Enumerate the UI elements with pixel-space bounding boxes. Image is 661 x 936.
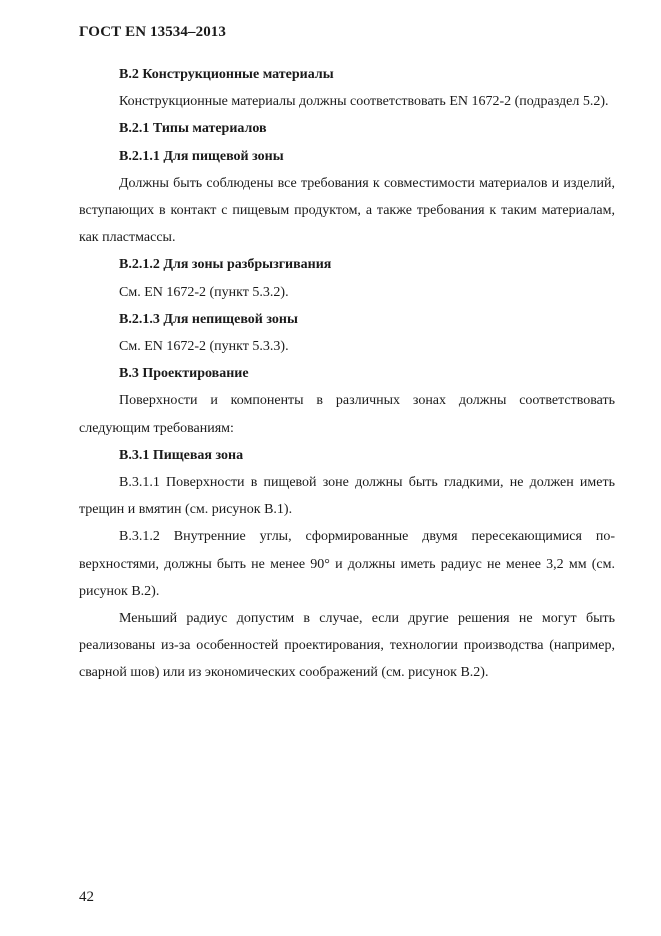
page-number: 42 <box>79 889 94 905</box>
paragraph: См. EN 1672-2 (пункт 5.3.3). <box>119 339 289 355</box>
paragraph: Поверхности и компоненты в различных зонах должны соответствовать следующим требованиям: <box>79 393 615 436</box>
paragraph: В.3.1.2 Внутренние углы, сформированные двумя пересекающимися поверхностями, должны быть не менее 90° и должны иметь радиус не менее 3,2 мм (см. рисунок В.2). <box>79 529 615 599</box>
paragraph: См. EN 1672-2 (пункт 5.3.2). <box>119 284 289 300</box>
section-heading-b213: В.2.1.3 Для непищевой зоны <box>119 311 298 327</box>
paragraph: В.3.1.1 Поверхности в пищевой зоне должны быть гладкими, не должен иметь трещин и вмятин (см. рисунок В.1). <box>79 475 615 518</box>
paragraph: Должны быть соблюдены все требования к совместимости материалов и изделий, вступающих в контакт с пищевым продуктом, а также требования к таким материалам, как пластмассы. <box>79 175 615 246</box>
section-heading-b31: В.3.1 Пищевая зона <box>119 447 244 463</box>
document-header: ГОСТ EN 13534–2013 <box>79 24 226 40</box>
section-heading-b3: В.3 Проектирование <box>119 366 249 382</box>
paragraph: Меньший радиус допустим в случае, если другие решения не могут быть реализованы из-за особенностей проектирования, технологии производства (например, сварной шов) или из экономических соображений (см. рисунок В.2). <box>79 611 615 681</box>
document-body <box>79 61 615 687</box>
section-heading-b21: В.2.1 Типы материалов <box>119 121 267 137</box>
section-heading-b2: В.2 Конструкционные материалы <box>119 67 334 82</box>
section-heading-b212: В.2.1.2 Для зоны разбрызгивания <box>119 257 332 273</box>
paragraph: Конструкционные материалы должны соответствовать EN 1672-2 (подраздел 5.2). <box>119 94 609 110</box>
section-heading-b211: В.2.1.1 Для пищевой зоны <box>119 148 284 164</box>
